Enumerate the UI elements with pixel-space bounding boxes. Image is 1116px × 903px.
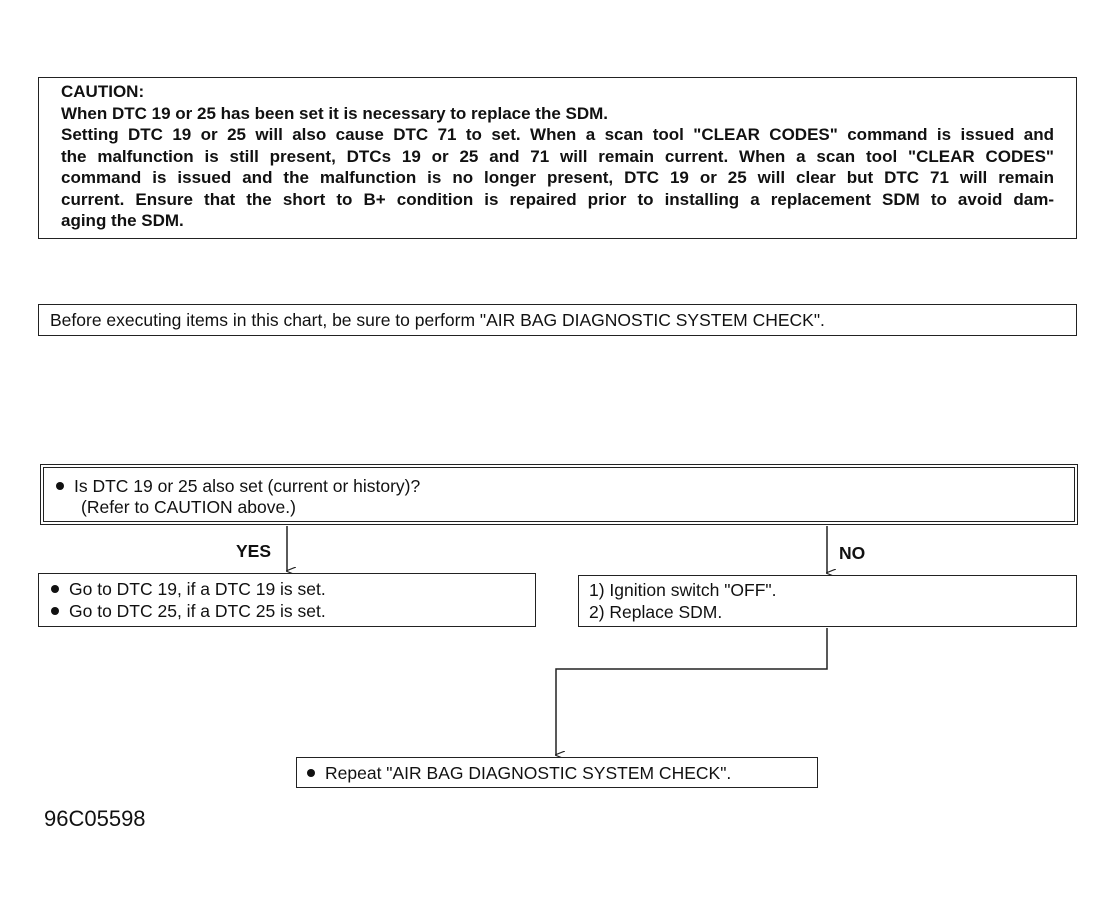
no-label: NO	[839, 543, 866, 563]
bullet-icon	[51, 585, 59, 593]
caution-line-3: the malfunction is still present, DTCs 19 or 25 and 71 will remain current. When a scan tool "CLEAR CODES"	[61, 146, 1054, 166]
no-to-repeat-connector	[556, 628, 827, 755]
no-step-2: 2) Replace SDM.	[589, 601, 723, 622]
question-text: Is DTC 19 or 25 also set (current or history)?	[74, 476, 421, 496]
before-note-text: Before executing items in this chart, be sure to perform "AIR BAG DIAGNOSTIC SYSTEM CHECK".	[50, 310, 825, 330]
caution-heading: CAUTION:	[61, 82, 145, 101]
repeat-box	[296, 757, 818, 788]
no-step-1: 1) Ignition switch "OFF".	[589, 580, 777, 600]
question-reference: (Refer to CAUTION above.)	[81, 497, 296, 517]
caution-line-5: current. Ensure that the short to B+ condition is repaired prior to installing a replacement SDM to avoid dam-	[61, 189, 1054, 209]
caution-line-6: aging the SDM.	[61, 211, 184, 230]
bullet-icon	[307, 769, 315, 777]
yes-step-1: Go to DTC 19, if a DTC 19 is set.	[69, 579, 326, 599]
repeat-step-text: Repeat "AIR BAG DIAGNOSTIC SYSTEM CHECK".	[325, 763, 732, 783]
no-branch-box	[578, 575, 1077, 627]
caution-line-4: command is issued and the malfunction is no longer present, DTC 19 or 25 will clear but DTC 71 will remain	[61, 168, 1054, 187]
figure-code: 96C05598	[44, 806, 146, 831]
bullet-icon	[51, 607, 59, 615]
yes-label: YES	[236, 541, 272, 561]
caution-line-2: Setting DTC 19 or 25 will also cause DTC 71 to set. When a scan tool "CLEAR CODES" command is issued and	[61, 125, 1054, 144]
caution-line-1: When DTC 19 or 25 has been set it is necessary to replace the SDM.	[61, 103, 609, 123]
yes-branch-box	[38, 573, 536, 627]
yes-step-2: Go to DTC 25, if a DTC 25 is set.	[69, 600, 326, 621]
